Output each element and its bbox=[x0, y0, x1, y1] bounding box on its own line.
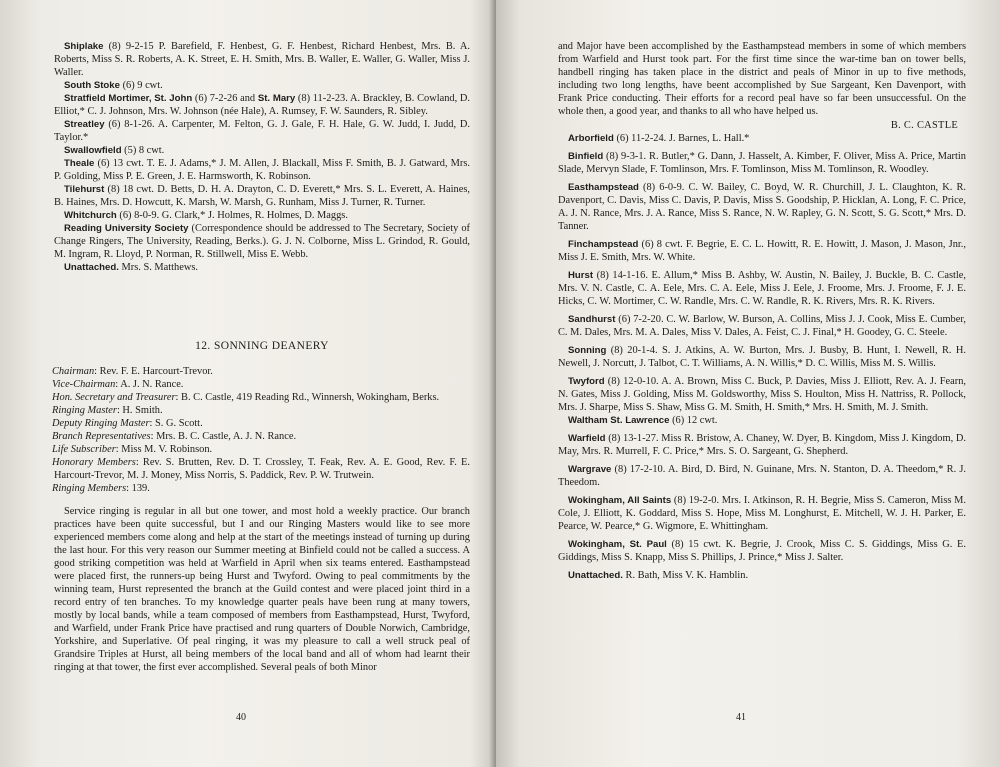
right-page bbox=[496, 0, 1000, 767]
report-signature: B. C. CASTLE bbox=[890, 120, 958, 131]
officer-line: Vice-Chairman: A. J. N. Rance. bbox=[52, 379, 184, 390]
tower-entry: Stratfield Mortimer, St. John (6) 7-2-26 and St. Mary (8) 11-2-23. A. Brackley, B. Cowland, D. Elliot,* C. J. Johnson, Mrs. W. Johnson (née Hale), A. Rumsey, F. W. Saunders, R. Sibley. bbox=[54, 93, 470, 117]
officer-line: Chairman: Rev. F. E. Harcourt-Trevor. bbox=[52, 366, 213, 377]
officer-line: Branch Representatives: Mrs. B. C. Castle, A. J. N. Rance. bbox=[52, 431, 297, 442]
tower-entry: Warfield (8) 13-1-27. Miss R. Bristow, A. Chaney, W. Dyer, B. Kingdom, Miss J. Kingdom, D. May, Mrs. R. Murrell, F. C. Price,* Mrs. S. O. Sargeant, G. Shepherd. bbox=[558, 433, 966, 457]
tower-entry: Wokingham, St. Paul (8) 15 cwt. K. Begrie, J. Crook, Miss C. S. Giddings, Miss G. E. Giddings, Miss S. Knapp, Miss S. Phillips, J. Prince,* Miss J. Salter. bbox=[558, 539, 966, 563]
tower-list bbox=[558, 132, 966, 582]
officer-line: Hon. Secretary and Treasurer: B. C. Castle, 419 Reading Rd., Winnersh, Wokingham, Berks. bbox=[52, 392, 440, 403]
tower-entry: Hurst (8) 14-1-16. E. Allum,* Miss B. Ashby, W. Austin, N. Bailey, J. Buckle, B. C. Castle, Mrs. V. N. Castle, C. A. Eele, Mrs. C. A. Eele, Miss J. Eele, J. Froome, Mrs. J. Froome, F. J. E. Hicks, C. W. Mortimer, C. W. Randle, Mrs. C. W. Randle, R. K. Rivers, Mrs. R. K. Rivers. bbox=[558, 270, 966, 307]
tower-entry: Swallowfield (5) 8 cwt. bbox=[64, 145, 165, 156]
tower-entry: Whitchurch (6) 8-0-9. G. Clark,* J. Holmes, R. Holmes, D. Maggs. bbox=[64, 210, 348, 221]
page-number: 41 bbox=[736, 712, 746, 723]
tower-entry: Waltham St. Lawrence (6) 12 cwt. bbox=[568, 415, 718, 426]
tower-entry: Arborfield (6) 11-2-24. J. Barnes, L. Hall.* bbox=[568, 133, 750, 144]
tower-entry: Finchampstead (6) 8 cwt. F. Begrie, E. C. L. Howitt, R. E. Howitt, J. Mason, J. Mason, Jnr., Miss J. E. Smith, Mrs. W. White. bbox=[558, 239, 966, 263]
officer-line: Ringing Members: 139. bbox=[52, 483, 150, 494]
tower-entry: Shiplake (8) 9-2-15 P. Barefield, F. Henbest, G. F. Henbest, Richard Henbest, Mrs. B. A. Roberts, Miss S. R. Roberts, A. K. Street, E. H. Smith, Mrs. B. Waller, E. Waller, G. Waller, Miss J. Waller. bbox=[54, 41, 470, 78]
tower-entry: Sonning (8) 20-1-4. S. J. Atkins, A. W. Burton, Mrs. J. Busby, B. Hunt, I. Newell, R. H. Newell, J. Norcutt, J. Talbot, C. T. Williams, A. N. Willis,* D. C. Willis, Miss M. S. Willis. bbox=[558, 345, 966, 369]
report-paragraph: Service ringing is regular in all but one tower, and most hold a weekly practice. Our branch practices have been quite successful, but I and our Ringing Masters would like to see more experienced members come along and help at the start of the meetings instead of turning up during the last hour. For this very reason our Summer meeting at Binfield could not be called a success. A good striking competition was held at Warfield in April when six teams entered. Easthampstead were placed first, the runners-up being Hurst and Twyford. Owing to peal commitments by the winning team, Hurst represented the branch at the Guild contest and were placed joint third in a record entry of ten branches. To my knowledge quarter peals have been rung at many towers, mostly by local bands, while a team composed of members from Easthampstead, Hurst, Twyford, and Warfield, under Frank Price have practised and rung quarters of Double Norwich, Cambridge, Yorkshire, and Superlative. Of peal ringing, it was my pleasure to call a well struck peal of Grandsire Triples at Hurst, all being members of the local band and all of whom had learnt their ringing at that tower, the first ever accomplished. Several peals of both Minor bbox=[54, 506, 470, 673]
section-heading: 12. SONNING DEANERY bbox=[195, 340, 329, 352]
tower-entry: Sandhurst (6) 7-2-20. C. W. Barlow, W. Burson, A. Collins, Miss J. J. Cook, Miss E. Cumber, C. M. Dales, Mrs. M. A. Dales, Miss V. Dales, A. Feist, C. J. Final,* H. Goodey, G. C. Steele. bbox=[558, 314, 966, 338]
left-page bbox=[0, 0, 496, 767]
tower-list-top bbox=[54, 40, 470, 274]
officers-list bbox=[54, 365, 470, 495]
tower-entry: Twyford (8) 12-0-10. A. A. Brown, Miss C. Buck, P. Davies, Miss J. Elliott, Rev. A. J. Fearn, N. Gates, Miss J. Golding, Miss M. Goldsworthy, Miss S. Houlton, Miss H. Nattriss, R. Pollock, Mrs. J. Sharpe, Miss S. Shaw, Miss G. M. Smith, H. Smith,* Mrs. H. Smith, M. J. Smith. bbox=[558, 376, 966, 413]
tower-entry: Unattached. Mrs. S. Matthews. bbox=[64, 262, 199, 273]
officer-line: Honorary Members: Rev. S. Brutten, Rev. D. T. Crossley, T. Feak, Rev. A. E. Good, Rev. F. E. Harcourt-Trevor, M. J. Money, Miss Norris, S. Paddick, Rev. P. W. Trutwein. bbox=[52, 457, 470, 481]
tower-entry: Theale (6) 13 cwt. T. E. J. Adams,* J. M. Allen, J. Blackall, Miss F. Smith, B. J. Gatward, Mrs. P. Golding, Miss P. E. Green, J. E. Harmsworth, K. Robinson. bbox=[54, 158, 470, 182]
tower-entry: Wokingham, All Saints (8) 19-2-0. Mrs. I. Atkinson, R. H. Begrie, Miss S. Cameron, Miss M. Cole, J. Elliott, K. Goddard, Miss S. Hope, Miss M. Longhurst, E. Mitchell, W. J. H. Parker, E. Pearce, W. Pearce,* G. Wigmore, E. Whittingham. bbox=[558, 495, 966, 532]
tower-entry: Streatley (6) 8-1-26. A. Carpenter, M. Felton, G. J. Gale, F. H. Hale, G. W. Judd, I. Judd, D. Taylor.* bbox=[54, 119, 470, 143]
tower-entry: Easthampstead (8) 6-0-9. C. W. Bailey, C. Boyd, W. R. Churchill, J. L. Claughton, K. R. Davenport, C. Davis, Miss C. Davis, P. Davis, Miss S. Goodship, P. Hicklan, A. Long, F. C. Price, A. J. N. Rance, Mrs. J. A. Rance, Miss S. Rance, N. W. Rapley, G. N. Scott, S. G. Scott,* Mrs. D. Tanner. bbox=[558, 182, 966, 232]
tower-entry: Binfield (8) 9-3-1. R. Butler,* G. Dann, J. Hasselt, A. Kimber, F. Oliver, Miss A. Price, Martin Slade, Mervyn Slade, F. Tomlinson, Mrs. F. Tomlinson, Miss M. Tomlinson, R. Woodley. bbox=[558, 151, 966, 175]
officer-line: Ringing Master: H. Smith. bbox=[52, 405, 163, 416]
tower-entry: Reading University Society (Correspondence should be addressed to The Secretary, Society of Change Ringers, The University, Reading, Berks.). G. J. N. Colborne, Miss L. Grindod, R. Gould, M. Ingram, R. Lloyd, P. Norman, R. Stillwell, Miss E. Webb. bbox=[54, 223, 470, 260]
page-number: 40 bbox=[236, 712, 246, 723]
tower-entry: South Stoke (6) 9 cwt. bbox=[64, 80, 163, 91]
officer-line: Deputy Ringing Master: S. G. Scott. bbox=[52, 418, 203, 429]
tower-entry: Unattached. R. Bath, Miss V. K. Hamblin. bbox=[568, 570, 749, 581]
report-continued: and Major have been accomplished by the Easthampstead members in some of which members from Warfield and Hurst took part. For the first time since the war-time ban on tower bells, handbell ringing has taken place in the district and peals of Minor in up to five methods, including two long lengths, have beent accomplished by Sue Sargeant, Ken Davenport, with Frank Price conducting. Their efforts for a record peal have so far been unsuccessful. On the whole then, a good year, and thanks to all who have helped us. bbox=[558, 41, 966, 117]
tower-entry: Wargrave (8) 17-2-10. A. Bird, D. Bird, N. Guinane, Mrs. N. Stanton, D. A. Theedom,* R. J. Theedom. bbox=[558, 464, 966, 488]
tower-entry: Tilehurst (8) 18 cwt. D. Betts, D. H. A. Drayton, C. D. Everett,* Mrs. S. L. Everett, A. Haines, B. Haines, Mrs. D. Howcutt, K. Marsh, W. Marsh, G. Runham, Miss J. Turner, R. Turner. bbox=[54, 184, 470, 208]
officer-line: Life Subscriber: Miss M. V. Robinson. bbox=[52, 444, 213, 455]
